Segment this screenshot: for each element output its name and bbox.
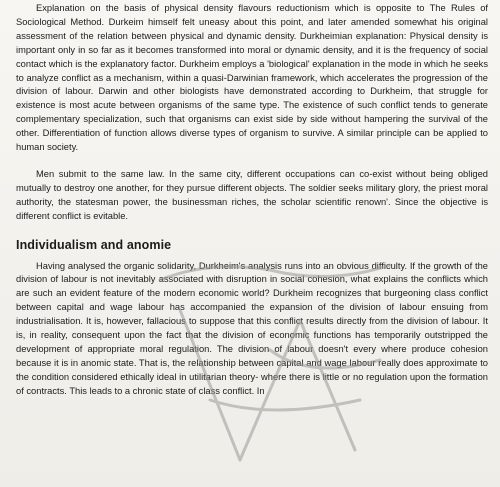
paragraph-gap [16,155,488,168]
document-body [16,2,488,399]
paragraph-organic-solidarity: Having analysed the organic solidarity, Durkheim's analysis runs into an obvious difficulty. If the growth of the division of labour is not inevitably associated with disruption in social cohesion, what explains the conflicts which are such an evident feature of the modern economic world? Durkheim recognizes that burgeoning class conflict between capital and wage labour has accompanied the expansion of the division of labour ensuing from industrialisation. It is, however, fallacious to suppose that this conflict results directly from the division of labour. It is, in reality, consequent upon the fact that the division of economic functions has temporarily outstripped the development of appropriate moral regulation. The division of labour doesn't every where produce cohesion because it is in anomic state. That is, the relationship between capital and wage labour really does approximate to the condition considered ethically ideal in utilitarian theory- where there is little or no regulation upon the formation of contracts. This leads to a chronic state of class conflict. In [16,260,488,396]
paragraph-gap [16,224,488,237]
paragraph-physical-density: Explanation on the basis of physical density flavours reductionism which is opposite to The Rules of Sociological Method. Durkeim himself felt uneasy about this point, and later amended somewhat his original assessment of the relation between physical and dynamic density. Durkheimian explanation: Physical density is important only in so far as it becomes transformed into moral or dynamic density, and it is the frequency of social contact which is the explanatory factor. Durkheim employs a 'biological' explanation in the mode in which he seeks to analyze conflict as a mechanism, within a quasi-Darwinian framework, which accelerates the progression of the division of labour. Darwin and other biologists have demonstrated according to Durkheim, that struggle for existence is most acute between organisms of the same type. The existence of such conflict tends to generate complementary specialization, such that organisms can exist side by side without hampering the survival of the other. Differentiation of function allows diverse types of organism to survive. A similar principle can be applied to human society. [16,3,488,153]
section-heading: Individualism and anomie [16,237,172,252]
paragraph-same-law: Men submit to the same law. In the same city, different occupations can co-exist without being obliged mutually to destroy one another, for they pursue different objects. The soldier seeks military glory, the priest moral authority, the statesman power, the businessman riches, the scholar scientific renown'. Since the objective is different conflict is evitable. [16,168,488,221]
